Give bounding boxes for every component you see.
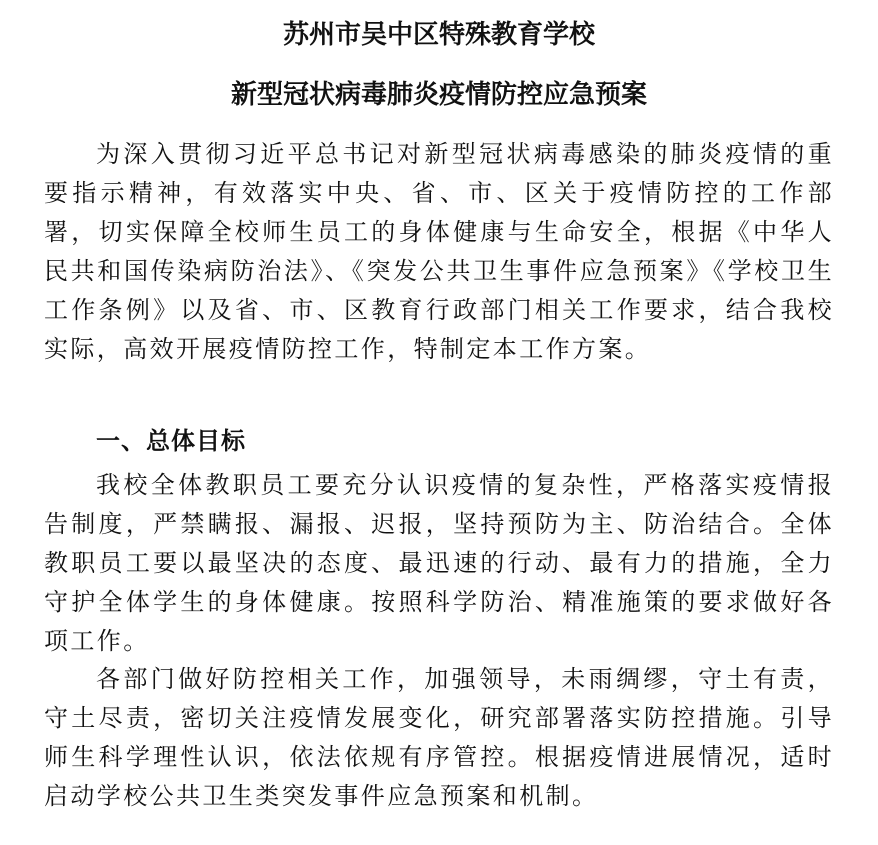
section-heading-overall-goal: 一、总体目标	[96, 427, 246, 455]
section1-paragraph-2: 各部门做好防控相关工作，加强领导，未雨绸缪，守土有责，守土尽责，密切关注疫情发展变化，研究部署落实防控措施。引导师生科学理性认识，依法依规有序管控。根据疫情进展情况，适时启动学校公共卫生类突发事件应急预案和机制。	[44, 665, 834, 810]
document-title-line2: 新型冠状病毒肺炎疫情防控应急预案	[230, 80, 647, 110]
document-title-line1: 苏州市吴中区特殊教育学校	[282, 20, 595, 50]
intro-paragraph: 为深入贯彻习近平总书记对新型冠状病毒感染的肺炎疫情的重要指示精神，有效落实中央、省、市、区关于疫情防控的工作部署，切实保障全校师生员工的身体健康与生命安全，根据《中华人民共和国传染病防治法》、《突发公共卫生事件应急预案》《学校卫生工作条例》以及省、市、区教育行政部门相关工作要求，结合我校实际，高效开展疫情防控工作，特制定本工作方案。	[44, 140, 834, 363]
section1-paragraph-1: 我校全体教职员工要充分认识疫情的复杂性，严格落实疫情报告制度，严禁瞒报、漏报、迟报，坚持预防为主、防治结合。全体教职员工要以最坚决的态度、最迅速的行动、最有力的措施，全力守护全体学生的身体健康。按照科学防治、精准施策的要求做好各项工作。	[44, 471, 834, 655]
